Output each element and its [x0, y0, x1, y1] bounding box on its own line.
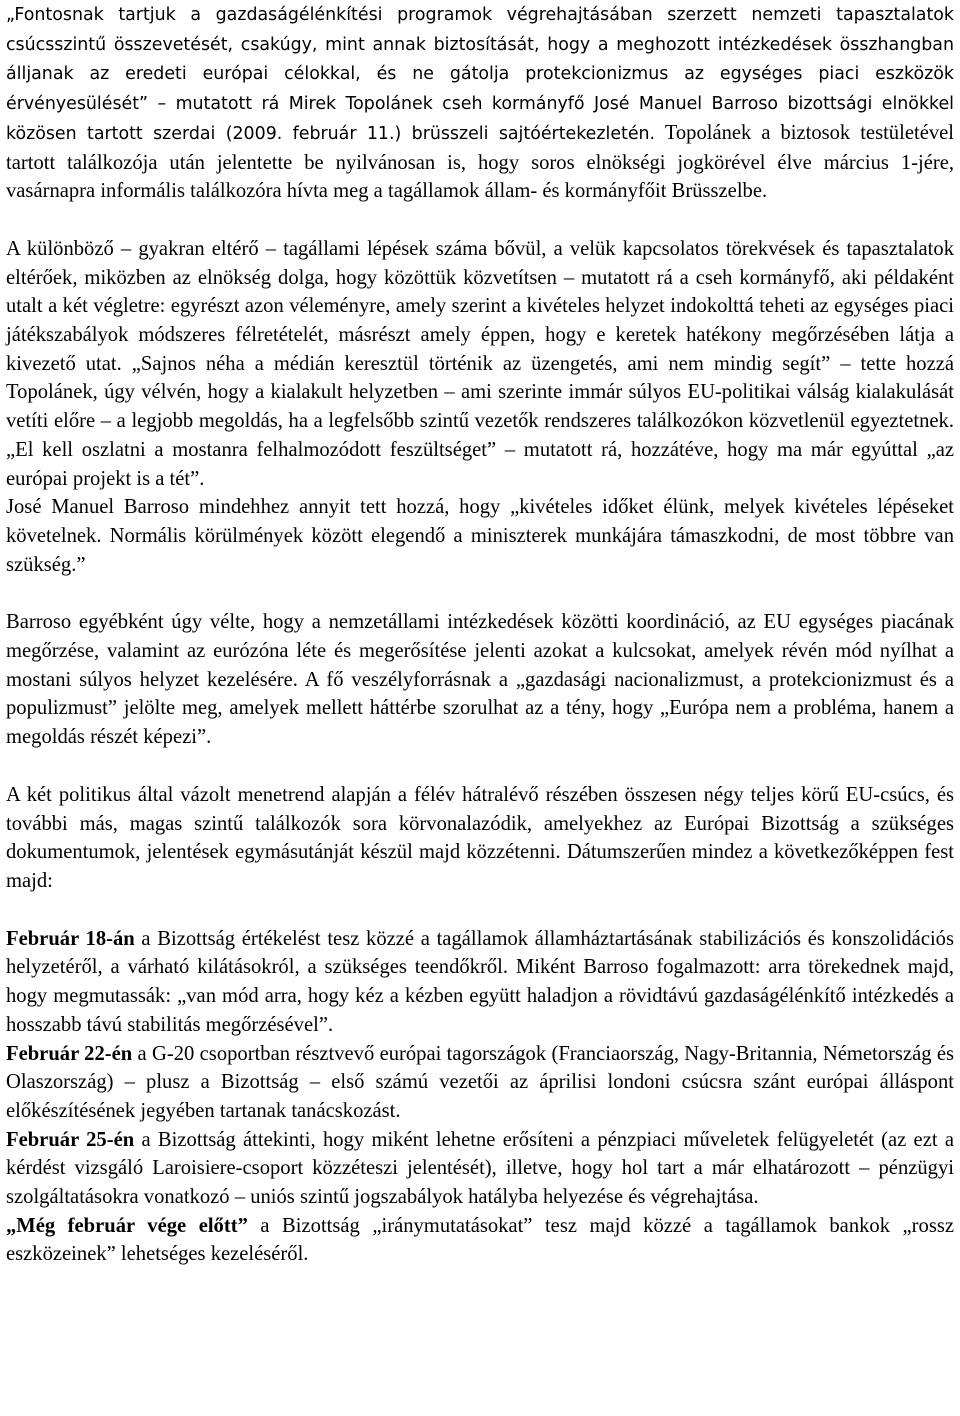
schedule-date: „Még február vége előtt”: [6, 1214, 248, 1237]
paragraph-schedule-intro: A két politikus által vázolt menetrend alapján a félév hátralévő részében összesen négy teljes körű EU-csúcs, és további más, magas szintű találkozók sora körvonalazódik, amelyekhez az Európai Bizottság a szükséges dokumentumok, jelentések egymásutánját készül majd közzétenni. Dátumszerűen mindez a következőképpen fest majd:: [6, 783, 954, 892]
paragraph-topolanek: A különböző – gyakran eltérő – tagállami lépések száma bővül, a velük kapcsolatos törekvések és tapasztalatok eltérőek, miközben az elnökség dolga, hogy közöttük közvetítsen – mutatott rá a cseh kormányfő, aki példaként utalt a két végletre: egyrészt azon véleményre, amely szerint a kivételes helyzet indokolttá teheti az egységes piaci játékszabályok módszeres félretételét, másrészt amely éppen, hogy e keretek hatékony megőrzésében látja a kivezető utat. „Sajnos néha a médián keresztül történik az üzengetés, ami nem mindig segít” – tette hozzá Topolánek, úgy vélvén, hogy a kialakult helyzetben – ami szerinte immár súlyos EU-politikai válság kialakulását vetíti előre – a legjobb megoldás, ha a legfelsőbb szintű vezetők rendszeres találkozókon közvetlenül egyeztetnek. „El kell oszlatni a mostanra felhalmozódott feszültséget” – mutatott rá, hozzátéve, hogy ma már egyúttal „az európai projekt is a tét”.: [6, 237, 954, 490]
paragraph-gap: [6, 579, 954, 608]
schedule-date: Február 22-én: [6, 1042, 133, 1065]
schedule-text: a G-20 csoportban résztvevő európai tagországok (Franciaország, Nagy-Britannia, Németország és Olaszország) – plusz a Bizottság – első számú vezetői az áprilisi londoni csúcsra szánt európai álláspont előkészítésének jegyében tartanak tanácskozást.: [6, 1042, 955, 1122]
paragraph-gap: [6, 896, 954, 925]
schedule-item-feb-18: [6, 925, 954, 1040]
schedule-item-feb-22: [6, 1040, 954, 1126]
schedule-item-feb-25: [6, 1126, 954, 1212]
paragraph-barroso-view: Barroso egyébként úgy vélte, hogy a nemzetállami intézkedések közötti koordináció, az EU egységes piacának megőrzése, valamint az eurózóna léte és megerősítése jelenti azokat a kulcsokat, amelyek révén mód nyílhat a mostani súlyos helyzet kezelésére. A fő veszélyforrásnak a „gazdasági nacionalizmust, a protekcionizmust és a populizmust” jelölte meg, amelyek mellett háttérbe szorulhat az a tény, hogy „Európa nem a probléma, hanem a megoldás részét képezi”.: [6, 611, 954, 749]
schedule-date: Február 25-én: [6, 1128, 135, 1151]
intro-rest-text: Topolánek a biztosok testületével tartott találkozója után jelentette be nyilvánosan is, hogy soros elnökségi jogkörével élve március 1-jére, vasárnapra informális találkozóra hívta meg a tagállamok állam- és kormányfőit Brüsszelbe.: [6, 121, 954, 203]
paragraph-gap: [6, 206, 954, 235]
paragraph-gap: [6, 752, 954, 781]
schedule-text: a Bizottság értékelést tesz közzé a tagállamok államháztartásának stabilizációs és konszolidációs helyzetéről, a várható kilátásokról, a szükséges teendőkről. Miként Barroso fogalmazott: arra törekednek majd, hogy megmutassák: „van mód arra, hogy kéz a kézben együtt haladjon a rövidtávú gazdaságélénkítő intézkedés a hosszabb távú stabilitás megőrzésével”.: [6, 927, 954, 1036]
paragraph-intro: [6, 0, 954, 206]
intro-quote-text: „Fontosnak tartjuk a gazdaságélénkítési programok végrehajtásában szerzett nemzeti tapasztalatok csúcsszintű összevetését, csakúgy, mint annak biztosítását, hogy a meghozott intézkedések összhangban álljanak az eredeti európai célokkal, és ne gátolja protekcionizmus az egységes piaci eszközök érvényesülését” – mutatott rá Mirek Topolánek cseh kormányfő José Manuel Barroso bizottsági elnökkel közösen tartott szerdai (2009. február 11.) brüsszeli sajtóértekezletén.: [6, 5, 954, 144]
schedule-item-feb-end: [6, 1212, 954, 1269]
paragraph-barroso-quote: José Manuel Barroso mindehhez annyit tett hozzá, hogy „kivételes időket élünk, melyek kivételes lépéseket követelnek. Normális körülmények között elegendő a miniszterek munkájára támaszkodni, de most többre van szükség.”: [6, 496, 954, 576]
schedule-date: Február 18-án: [6, 927, 135, 950]
schedule-text: a Bizottság áttekinti, hogy miként lehetne erősíteni a pénzpiaci műveletek felügyeletét (az ezt a kérdést vizsgáló Laroisiere-csoport közzéteszi jelentését), illetve, hogy hol tart a már elhatározott – pénzügyi szolgáltatásokra vonatkozó – uniós szintű jogszabályok hatályba helyezése és végrehajtása.: [6, 1128, 954, 1209]
schedule-text: a Bizottság „iránymutatásokat” tesz majd közzé a tagállamok bankok „rossz eszközeinek” lehetséges kezeléséről.: [6, 1214, 954, 1266]
